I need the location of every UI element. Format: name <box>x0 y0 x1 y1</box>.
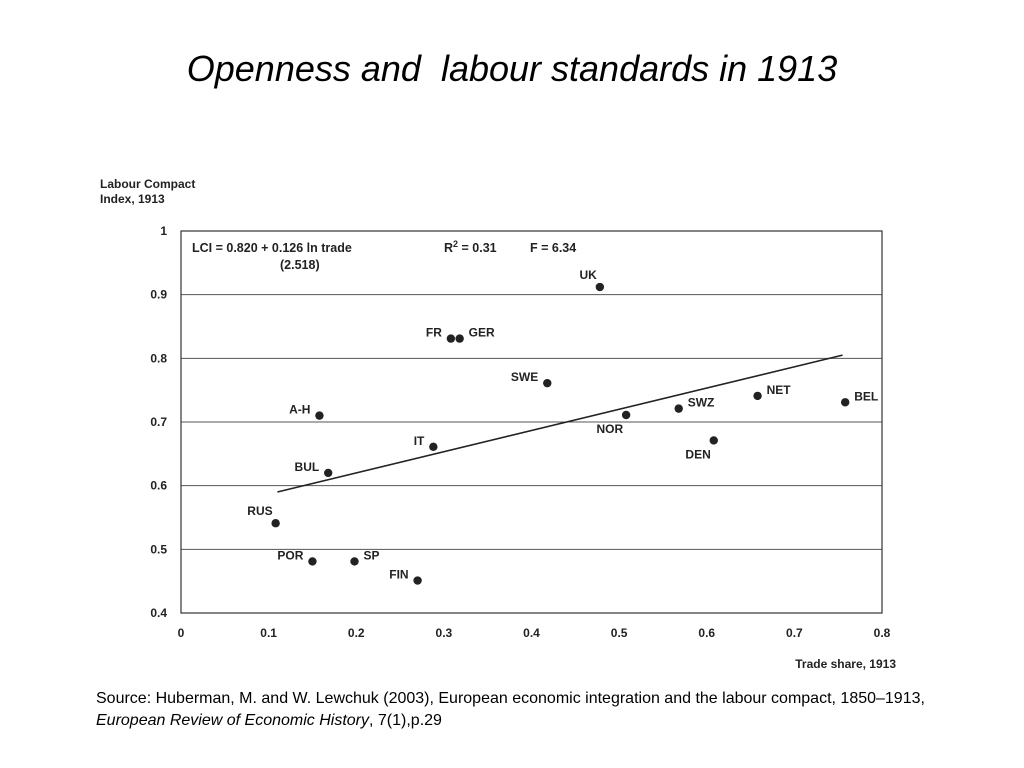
y-tick-label: 1 <box>160 224 167 238</box>
point-label-swe: SWE <box>510 370 539 385</box>
data-point-net <box>753 392 761 400</box>
x-tick-label: 0.7 <box>786 626 803 640</box>
y-tick-label: 0.6 <box>150 478 167 493</box>
data-point-uk <box>596 283 604 291</box>
x-tick-label: 0.6 <box>698 626 716 640</box>
standard-error: (2.518) <box>280 258 320 272</box>
y-tick-label: 0.9 <box>150 287 167 302</box>
y-axis-title-line-2: Index, 1913 <box>100 192 165 206</box>
regression-equation: LCI = 0.820 + 0.126 ln trade <box>192 241 352 255</box>
y-tick-label: 0.8 <box>150 351 167 366</box>
y-axis-title-line-1: Labour Compact <box>100 177 196 191</box>
data-point-nor <box>622 411 630 419</box>
x-tick-label: 0 <box>177 626 185 640</box>
point-label-den: DEN <box>685 447 711 462</box>
point-label-uk: UK <box>579 268 597 283</box>
data-point-por <box>308 557 316 565</box>
data-point-ger <box>455 334 463 342</box>
source-citation <box>96 688 956 732</box>
regression-line <box>277 355 842 492</box>
axis-ticks <box>150 224 890 640</box>
data-point-fr <box>447 334 455 342</box>
point-label-bul: BUL <box>294 459 320 474</box>
point-label-por: POR <box>277 548 304 563</box>
y-tick-label: 0.5 <box>150 542 167 557</box>
data-point-swe <box>543 379 551 387</box>
data-point-a-h <box>315 411 323 419</box>
data-point-fin <box>413 576 421 584</box>
point-label-fr: FR <box>425 325 442 340</box>
x-tick-label: 0.8 <box>873 626 891 640</box>
x-axis-title: Trade share, 1913 <box>795 657 896 671</box>
point-label-ger: GER <box>468 325 495 340</box>
data-point-swz <box>675 404 683 412</box>
point-label-bel: BEL <box>854 389 879 404</box>
point-label-swz: SWZ <box>687 395 715 410</box>
data-point-rus <box>271 519 279 527</box>
source-journal: European Review of Economic History <box>96 712 370 729</box>
x-tick-label: 0.5 <box>610 626 628 640</box>
data-point-den <box>710 436 718 444</box>
data-point-bul <box>324 469 332 477</box>
y-tick-label: 0.4 <box>150 606 167 620</box>
point-label-fin: FIN <box>389 567 409 582</box>
f-statistic: F = 6.34 <box>530 241 577 255</box>
slide-title: Openness and labour standards in 1913 <box>186 48 838 89</box>
x-tick-label: 0.3 <box>435 626 453 640</box>
x-tick-label: 0.2 <box>347 626 365 640</box>
source-volume: , 7(1),p.29 <box>369 712 442 729</box>
data-point-bel <box>841 398 849 406</box>
point-label-sp: SP <box>363 548 380 563</box>
data-point-it <box>429 443 437 451</box>
r-squared: $R^2 = 0.31$ <box>444 239 497 255</box>
x-tick-label: 0.4 <box>523 626 540 640</box>
y-tick-label: 0.7 <box>150 415 167 429</box>
data-point-sp <box>350 557 358 565</box>
point-label-nor: NOR <box>596 421 624 436</box>
data-points <box>271 283 849 585</box>
point-label-rus: RUS <box>247 504 273 519</box>
point-label-net: NET <box>766 382 791 397</box>
point-label-a-h: A-H <box>289 402 311 417</box>
source-text: Source: Huberman, M. and W. Lewchuk (2003), European economic integration and the labour compact, 1850–1913, <box>96 690 925 707</box>
point-label-it: IT <box>413 433 425 448</box>
x-tick-label: 0.1 <box>260 626 277 640</box>
point-labels <box>247 268 878 582</box>
